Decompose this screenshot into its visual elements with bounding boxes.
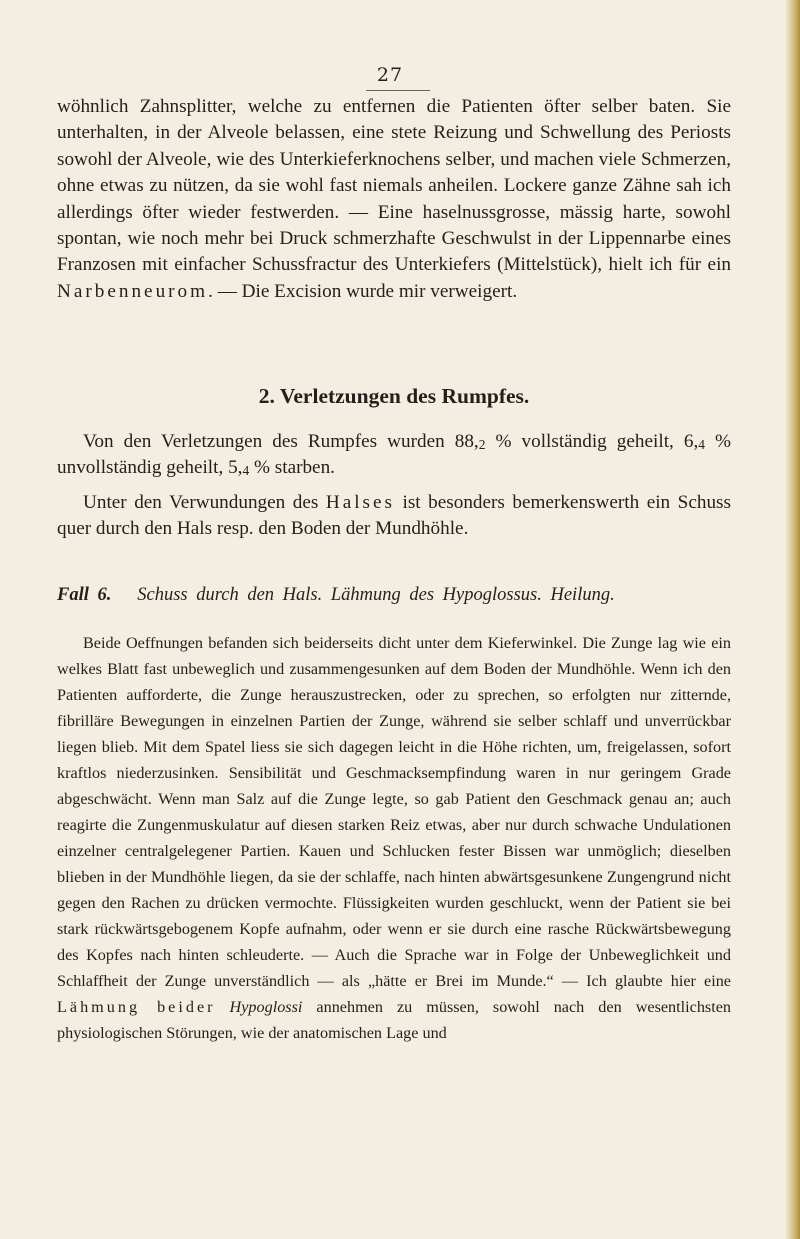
stats-text: % starben.	[249, 457, 335, 479]
case-body-text: annehmen zu müssen, sowohl nach den wesentlichsten physiologischen Störungen, wie der anatomischen Lage und	[57, 998, 732, 1042]
stats-text: Von den Verletzungen des Rumpfes wurden 88,	[83, 431, 479, 452]
case-title: Schuss durch den Hals. Lähmung des Hypoglossus. Heilung.	[137, 585, 615, 605]
paragraph-text: wöhnlich Zahnsplitter, welche zu entfernen die Patienten öfter selber baten. Sie unterhalten, in der Alveole belassen, eine stete Reizung und Schwellung des Periosts sowohl der Alveole, wie des Unterkieferknochens selber, und machen viele Schmerzen, ohne etwas zu nützen, da sie wohl fast niemals anheilen. Lockere ganze Zähne sah ich allerdings öfter wieder festwerden. — Eine haselnussgrosse, mässig harte, sowohl spontan, wie noch mehr bei Druck schmerzhafte Geschwulst in der Lippennarbe eines Franzosen mit einfacher Schussfractur des Unterkiefers (Mittelstück), hielt ich für ein	[57, 96, 731, 276]
emphasized-term: Lähmung beider	[57, 998, 216, 1016]
stats-text: % unvollständig geheilt, 5,	[57, 431, 731, 479]
paragraph-neck	[57, 490, 731, 543]
case-body	[57, 630, 731, 1046]
case-heading	[57, 585, 731, 606]
stats-text: % vollständig geheilt, 6,	[485, 431, 699, 452]
page-edge	[786, 0, 800, 1239]
case-body-text: Beide Oeffnungen befanden sich beiderseits dicht unter dem Kieferwinkel. Die Zunge lag wie ein welkes Blatt fast unbeweglich und zusammengesunken auf dem Boden der Mundhöhle. Wenn ich den Patienten aufforderte, die Zunge herauszustrecken, oder zu sprechen, so erfolgten nur zitternde, fibrilläre Bewegungen in einzelnen Partien der Zunge, während sie selber schlaff und unverrückbar liegen blieb. Mit dem Spatel liess sie sich dagegen leicht in die Höhe richten, um, freigelassen, sofort kraftlos niederzusinken. Sensibilität und Geschmacksempfindung waren in nur geringem Grade abgeschwächt. Wenn man Salz auf die Zunge legte, so gab Patient den Geschmack genau an; auch reagirte die Zungenmuskulatur auf diesen starken Reiz etwas, aber nur durch schwache Undulationen einzelner centralgelegener Partien. Kauen und Schlucken fester Bissen war unmöglich; dieselben blieben in der Mundhöhle liegen, da sie der schlaffe, nach hinten abwärtsgesunkene Zungengrund nicht gegen den Rachen zu drücken vermochte. Flüssigkeiten wurden geschluckt, wenn der Patient sie bei stark rückwärtsgebogenem Kopfe aufnahm, oder wenn er sie durch eine rasche Rückwärtsbewegung des Kopfes nach hinten schleuderte. — Auch die Sprache war in Folge der Unbeweglichkeit und Schlaffheit der Zunge unverständlich — als „hätte er Brei im Munde.“ — Ich glaubte hier eine	[57, 634, 731, 990]
page-number-rule	[366, 90, 430, 91]
page-number: 27	[376, 64, 404, 86]
statistics-paragraph	[57, 429, 731, 482]
paragraph-continued	[57, 94, 731, 305]
stats-subscript: 4	[242, 463, 250, 479]
case-label: Fall 6.	[57, 585, 112, 605]
case-body-text	[216, 998, 230, 1016]
paragraph-text: ist besonders bemerkenswerth ein Schuss quer durch den Hals resp. den Boden der Mundhöhle.	[57, 492, 731, 540]
paragraph-tail: . — Die Excision wurde mir verweigert.	[208, 280, 518, 302]
emphasized-term: Narbenneurom	[57, 280, 209, 302]
stats-subscript: 2	[478, 437, 486, 453]
stats-subscript: 4	[698, 437, 705, 453]
italic-term: Hypoglossi	[229, 998, 303, 1016]
section-heading: 2. Verletzungen des Rumpfes.	[258, 384, 530, 408]
paragraph-text: Unter den Verwundungen des	[83, 492, 326, 513]
emphasized-term: Halses	[325, 492, 395, 513]
